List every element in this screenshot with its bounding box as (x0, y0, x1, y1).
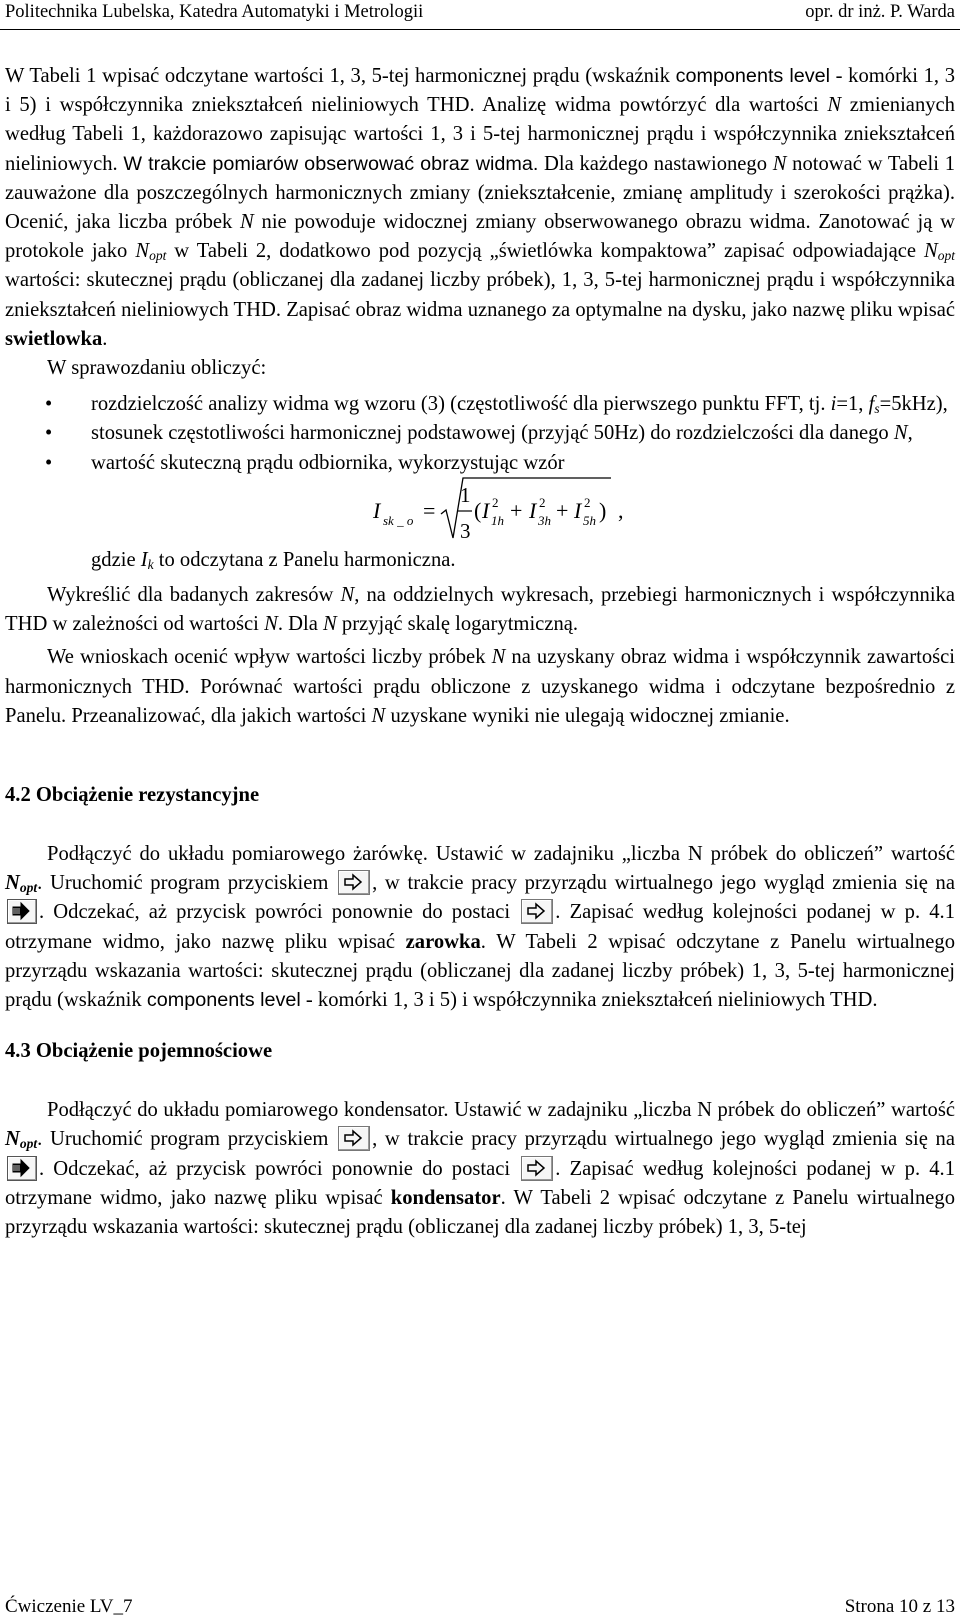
header-author: opr. dr inż. P. Warda (805, 2, 955, 22)
formula-term-5: I (574, 497, 582, 523)
formula-plus-2: + (556, 497, 569, 523)
formula-legend: gdzie $I_k$ to odczytana z Panelu harmoniczna. (91, 548, 456, 572)
page-footer (5, 1596, 955, 1622)
section-4-2-title: 4.2 Obciążenie rezystancyjne (5, 784, 260, 807)
section-4-2-body: Podłączyć do układu pomiarowego żarówkę. Ustawić w zadajniku „liczba N próbek do obliczeń” wartość $N_{opt}$. Uruchomić program przyciskiem , w trakcie pracy przyrządu wirtualnego jego wygląd zmienia się na . Odczekać, aż przycisk powróci ponownie do postaci . Zapisać według kolejności podanej w p. 4.1 otrzymane widmo, jako nazwę pliku wpisać zarowka. W Tabeli 2 wpisać odczytane z Panelu wirtualnego przyrządu wskazania wartości: skutecznej prądu (obliczanej dla zadanej liczby próbek) 1, 3, 5-tej harmonicznej prądu (wskaźnik components level - komórki 1, 3 i 5) i współczynnika zniekształceń nieliniowych THD. (5, 843, 956, 1012)
formula-sup-1: 2 (492, 494, 499, 510)
formula-comma: , (618, 497, 624, 523)
formula-subscript: sk _ o (383, 512, 414, 528)
list-item: • rozdzielczość analizy widma wg wzoru (3) (częstotliwość dla pierwszego punktu FFT, tj. i=1, $f_s=5kHz$), (91, 390, 955, 419)
header-rule (0, 29, 960, 30)
paragraph-analysis: W Tabeli 1 wpisać odczytane wartości 1, 3, 5-tej harmonicznej prądu (wskaźnik components level - komórki 1, 3 i 5) i współczynnika zniekształceń nieliniowych THD. Analizę widma powtórzyć dla wartości N zmienianych według Tabeli 1, każdorazowo zapisując wartości 1, 3 i 5-tej harmonicznej prądu i współczynnika zniekształceń nieliniowych. W trakcie pomiarów obserwować obraz widma. Dla każdego nastawionego N notować w Tabeli 1 zauważone dla poszczególnych harmonicznych zmiany (zniekształcenie, zmianę amplitudy i szerokości prążka). Ocenić, jaka liczba próbek N nie powoduje widocznej zmiany obserwowanego obrazu widma. Zanotować ją w protokole jako $N_{opt}$ w Tabeli 2, dodatkowo pod pozycją „świetlówka kompaktowa” zapisać odpowiadające $N_{opt}$ wartości: skutecznej prądu (obliczanej dla zadanej liczby próbek), 1, 3, 5-tej harmonicznej prądu i współczynnika zniekształceń nieliniowych THD. Zapisać obraz widma uznanego za optymalne na dysku, jako nazwę pliku wpisać swietlowka. (5, 65, 956, 350)
section-4-3-title: 4.3 Obciążenie pojemnościowe (5, 1040, 273, 1063)
paragraph-plots: Wykreślić dla badanych zakresów N, na oddzielnych wykresach, przebiegi harmonicznych i współczynnika THD w zależności od wartości N. Dla N przyjąć skalę logarytmiczną. (5, 584, 955, 636)
formula-sub-3: 3h (538, 512, 551, 528)
document-body (5, 62, 955, 1242)
formula-equals: = (423, 497, 436, 523)
formula-paren-open: ( (474, 497, 482, 523)
rms-formula (5, 480, 955, 542)
page-header (5, 2, 955, 28)
list-item: • wartość skuteczną prądu odbiornika, wykorzystując wzór (91, 449, 955, 478)
run-arrow-icon (521, 1156, 553, 1181)
run-arrow-icon (338, 870, 370, 895)
header-institution: Politechnika Lubelska, Katedra Automatyki i Metrologii (5, 2, 424, 22)
running-arrow-icon (7, 899, 37, 924)
formula-sub-1: 1h (491, 512, 504, 528)
formula-plus-1: + (510, 497, 523, 523)
report-list (5, 390, 955, 478)
run-arrow-icon (521, 899, 553, 924)
formula-sup-5: 2 (584, 494, 591, 510)
formula-sup-3: 2 (539, 494, 546, 510)
formula-sub-5: 5h (583, 512, 596, 528)
run-arrow-icon (338, 1126, 370, 1151)
formula-term-3: I (529, 497, 537, 523)
footer-exercise: Ćwiczenie LV_7 (5, 1596, 133, 1617)
formula-paren-close: ) (599, 497, 607, 523)
report-intro: W sprawozdaniu obliczyć: (47, 357, 267, 380)
footer-page-number: Strona 10 z 13 (844, 1596, 955, 1617)
formula-term-1: I (482, 497, 490, 523)
formula-symbol: I (373, 497, 381, 523)
paragraph-conclusions: We wnioskach ocenić wpływ wartości liczby próbek N na uzyskany obraz widma i współczynnik zawartości harmonicznych THD. Porównać wartości prądu obliczone z uzyskanego widma i odczytane bezpośrednio z Panelu. Przeanalizować, dla jakich wartości N uzyskane wyniki nie ulegają widocznej zmianie. (5, 646, 955, 727)
list-item: • stosunek częstotliwości harmonicznej podstawowej (przyjąć 50Hz) do rozdzielczości dla danego N, (91, 419, 955, 448)
formula-denominator: 3 (460, 518, 471, 543)
section-4-3-body: Podłączyć do układu pomiarowego kondensator. Ustawić w zadajniku „liczba N próbek do obliczeń” wartość $N_{opt}$. Uruchomić program przyciskiem , w trakcie pracy przyrządu wirtualnego jego wygląd zmienia się na . Odczekać, aż przycisk powróci ponownie do postaci . Zapisać według kolejności podanej w p. 4.1 otrzymane widmo, jako nazwę pliku wpisać kondensator. W Tabeli 2 wpisać odczytane z Panelu wirtualnego przyrządu wskazania wartości: skutecznej prądu (obliczanej dla zadanej liczby próbek) 1, 3, 5-tej (5, 1099, 956, 1239)
running-arrow-icon (7, 1156, 37, 1181)
formula-numerator: 1 (460, 482, 471, 507)
